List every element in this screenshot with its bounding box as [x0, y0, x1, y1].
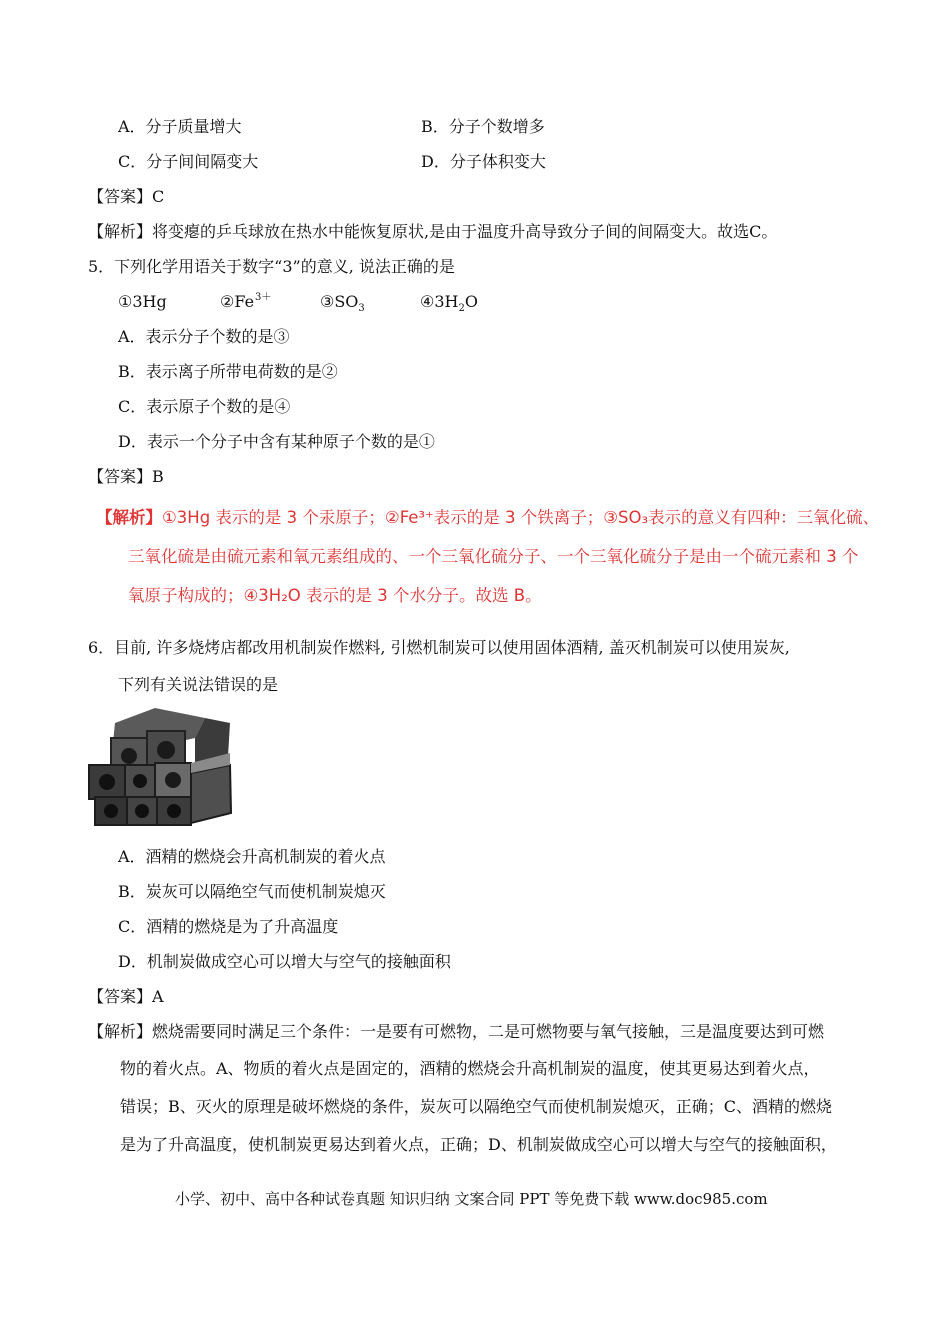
- q6-stem-line-2: 下列有关说法错误的是: [118, 675, 279, 694]
- q6-analysis-line-3: 错误；B、灭火的原理是破坏燃烧的条件，炭灰可以隔绝空气而使机制炭熄灭，正确；C、酒精的燃烧: [120, 1097, 833, 1116]
- q5-option-b: B．表示离子所带电荷数的是②: [118, 362, 338, 381]
- q5-item-2: $②Fe^{3+}$: [220, 292, 272, 311]
- charcoal-briquettes-image: [85, 703, 235, 828]
- q5-item-2-charge: 3＋: [255, 292, 272, 303]
- q6-option-b: B．炭灰可以隔绝空气而使机制炭熄灭: [118, 882, 386, 901]
- q6-analysis-line-4: 是为了升高温度，使机制炭更易达到着火点，正确；D、机制炭做成空心可以增大与空气的接触面积，: [120, 1135, 837, 1154]
- q5-analysis-line-2: 三氧化硫是由硫元素和氧元素组成的、一个三氧化硫分子、一个三氧化硫分子是由一个硫元素和 3 个: [128, 547, 859, 566]
- q5-analysis-line-3: 氧原子构成的；④3H₂O 表示的是 3 个水分子。故选 B。: [128, 586, 542, 605]
- q5-answer: 【答案】B: [88, 467, 164, 486]
- q4-option-d: D．分子体积变大: [421, 152, 546, 171]
- page-footer: 小学、初中、高中各种试卷真题 知识归纳 文案合同 PPT 等免费下载 www.doc985.com: [175, 1190, 768, 1208]
- q6-stem-line-1: 6．目前, 许多烧烤店都改用机制炭作燃料, 引燃机制炭可以使用固体酒精, 盖灭机制炭可以使用炭灰,: [88, 638, 790, 657]
- q4-option-c: C．分子间间隔变大: [118, 152, 259, 171]
- q6-option-c: C．酒精的燃烧是为了升高温度: [118, 917, 339, 936]
- q5-option-d: D．表示一个分子中含有某种原子个数的是①: [118, 432, 435, 451]
- q4-analysis: 【解析】将变瘪的乒乓球放在热水中能恢复原状,是由于温度升高导致分子间的间隔变大。故选C。: [88, 222, 778, 241]
- q5-item-3: $③SO_3$: [320, 292, 365, 314]
- q5-stem: 5．下列化学用语关于数字“3”的意义, 说法正确的是: [88, 257, 455, 276]
- q5-item-4: $④3H_2O$: [420, 292, 478, 314]
- q5-option-c: C．表示原子个数的是④: [118, 397, 291, 416]
- q6-option-d: D．机制炭做成空心可以增大与空气的接触面积: [118, 952, 451, 971]
- q6-analysis-line-2: 物的着火点。A、物质的着火点是固定的，酒精的燃烧会升高机制炭的温度，使其更易达到着火点，: [120, 1059, 820, 1078]
- q4-answer: 【答案】C: [88, 187, 165, 206]
- q5-item-1: ①3Hg: [118, 292, 167, 311]
- q5-option-a: A．表示分子个数的是③: [118, 327, 290, 346]
- q4-option-a: A．分子质量增大: [118, 117, 242, 136]
- q6-option-a: A．酒精的燃烧会升高机制炭的着火点: [118, 847, 386, 866]
- q6-analysis-line-1: 【解析】燃烧需要同时满足三个条件：一是要有可燃物，二是可燃物要与氧气接触，三是温度要达到可燃: [88, 1022, 825, 1041]
- q4-option-b: B．分子个数增多: [421, 117, 545, 136]
- q5-analysis-line-1: 【解析】①3Hg 表示的是 3 个汞原子；②Fe³⁺表示的是 3 个铁离子；③SO₃表示的意义有四种：三氧化硫、: [96, 508, 880, 527]
- q6-answer: 【答案】A: [88, 987, 164, 1006]
